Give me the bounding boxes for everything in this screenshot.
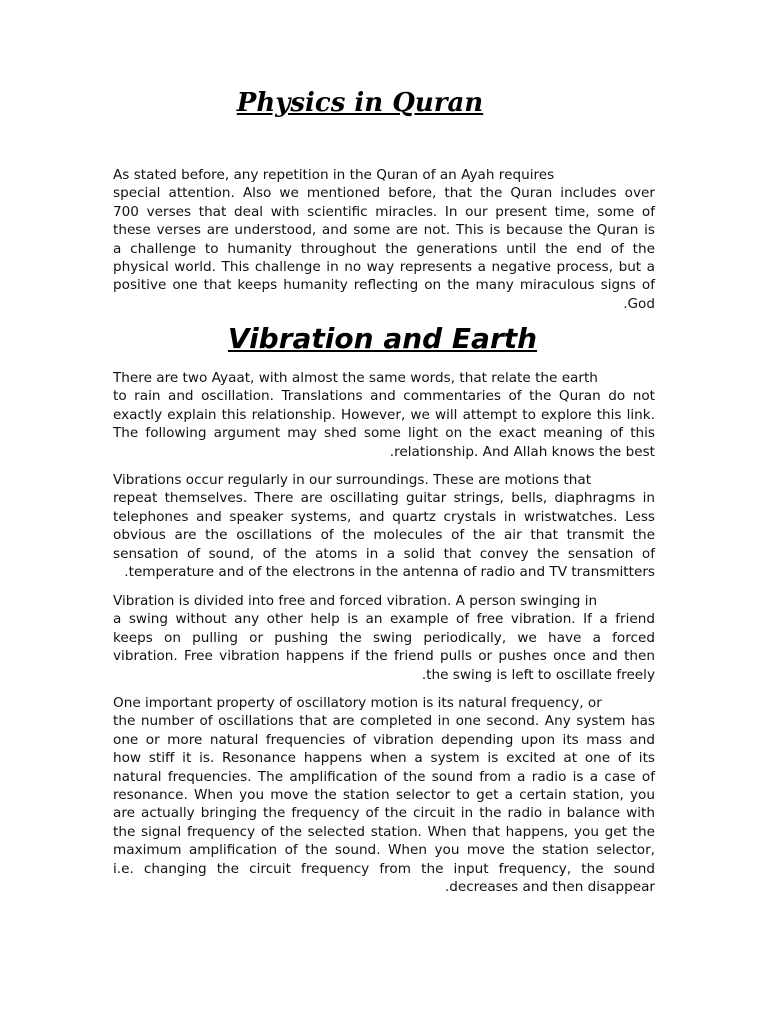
paragraph-line: how stiff it is. Resonance happens when a system is excited at one of its: [113, 750, 655, 767]
paragraph-line: natural frequencies. The amplification of the sound from a radio is a case of: [113, 768, 655, 785]
paragraph-line: these verses are understood, and some are not. This is because the Quran is: [113, 222, 655, 239]
paragraph-line: sensation of sound, of the atoms in a solid that convey the sensation of: [113, 545, 655, 562]
paragraph-line: There are two Ayaat, with almost the same words, that relate the earth: [113, 370, 598, 386]
paragraph-line: a challenge to humanity throughout the generations until the end of the: [113, 240, 655, 257]
paragraph-line: keeps on pulling or pushing the swing periodically, we have a forced: [113, 629, 655, 646]
paragraph-line: a swing without any other help is an example of free vibration. If a friend: [113, 611, 655, 628]
paragraph-line: As stated before, any repetition in the Quran of an Ayah requires: [113, 167, 555, 183]
paragraph-line: .decreases and then disappear: [444, 879, 655, 896]
section-title: Vibration and Earth: [227, 322, 538, 355]
paragraph-line: .relationship. And Allah knows the best: [389, 443, 655, 460]
paragraph-line: .the swing is left to oscillate freely: [421, 666, 655, 683]
paragraph-line: the number of oscillations that are completed in one second. Any system has: [113, 713, 655, 730]
page-title: Physics in Quran: [236, 88, 484, 118]
paragraph-line: maximum amplification of the sound. When you move the station selector,: [113, 842, 655, 859]
paragraph-intro: [113, 166, 655, 313]
paragraph-vibration-earth: [113, 369, 655, 461]
paragraph-line: repeat themselves. There are oscillating guitar strings, bells, diaphragms in: [113, 490, 655, 507]
paragraph-line: to rain and oscillation. Translations and commentaries of the Quran do not: [113, 388, 655, 405]
paragraph-line: resonance. When you move the station selector to get a certain station, you: [113, 787, 655, 804]
paragraph-free-forced: [113, 592, 655, 684]
paragraph-vibrations-surroundings: [113, 471, 655, 581]
paragraph-line: exactly explain this relationship. However, we will attempt to explore this link.: [113, 406, 655, 423]
paragraph-line: physical world. This challenge in no way represents a negative process, but a: [113, 259, 655, 276]
paragraph-line: Vibrations occur regularly in our surroundings. These are motions that: [113, 472, 592, 488]
paragraph-line: the signal frequency of the selected station. When that happens, you get the: [113, 823, 655, 840]
paragraph-natural-frequency: [113, 694, 655, 896]
paragraph-line: are actually bringing the frequency of the circuit in the radio in balance with: [113, 805, 655, 822]
paragraph-line: One important property of oscillatory motion is its natural frequency, or: [113, 695, 602, 711]
paragraph-line: positive one that keeps humanity reflecting on the many miraculous signs of: [113, 277, 655, 294]
paragraph-line: .God: [623, 295, 655, 312]
paragraph-line: The following argument may shed some light on the exact meaning of this: [113, 425, 655, 442]
paragraph-line: one or more natural frequencies of vibration depending upon its mass and: [113, 731, 655, 748]
paragraph-line: 700 verses that deal with scientific miracles. In our present time, some of: [113, 203, 655, 220]
paragraph-line: special attention. Also we mentioned before, that the Quran includes over: [113, 185, 655, 202]
paragraph-line: Vibration is divided into free and forced vibration. A person swinging in: [113, 593, 598, 609]
paragraph-line: .temperature and of the electrons in the antenna of radio and TV transmitters: [124, 564, 655, 581]
paragraph-line: vibration. Free vibration happens if the friend pulls or pushes once and then: [113, 648, 655, 665]
paragraph-line: obvious are the oscillations of the molecules of the air that transmit the: [113, 527, 655, 544]
paragraph-line: telephones and speaker systems, and quartz crystals in wristwatches. Less: [113, 508, 655, 525]
paragraph-line: i.e. changing the circuit frequency from the input frequency, the sound: [113, 860, 655, 877]
